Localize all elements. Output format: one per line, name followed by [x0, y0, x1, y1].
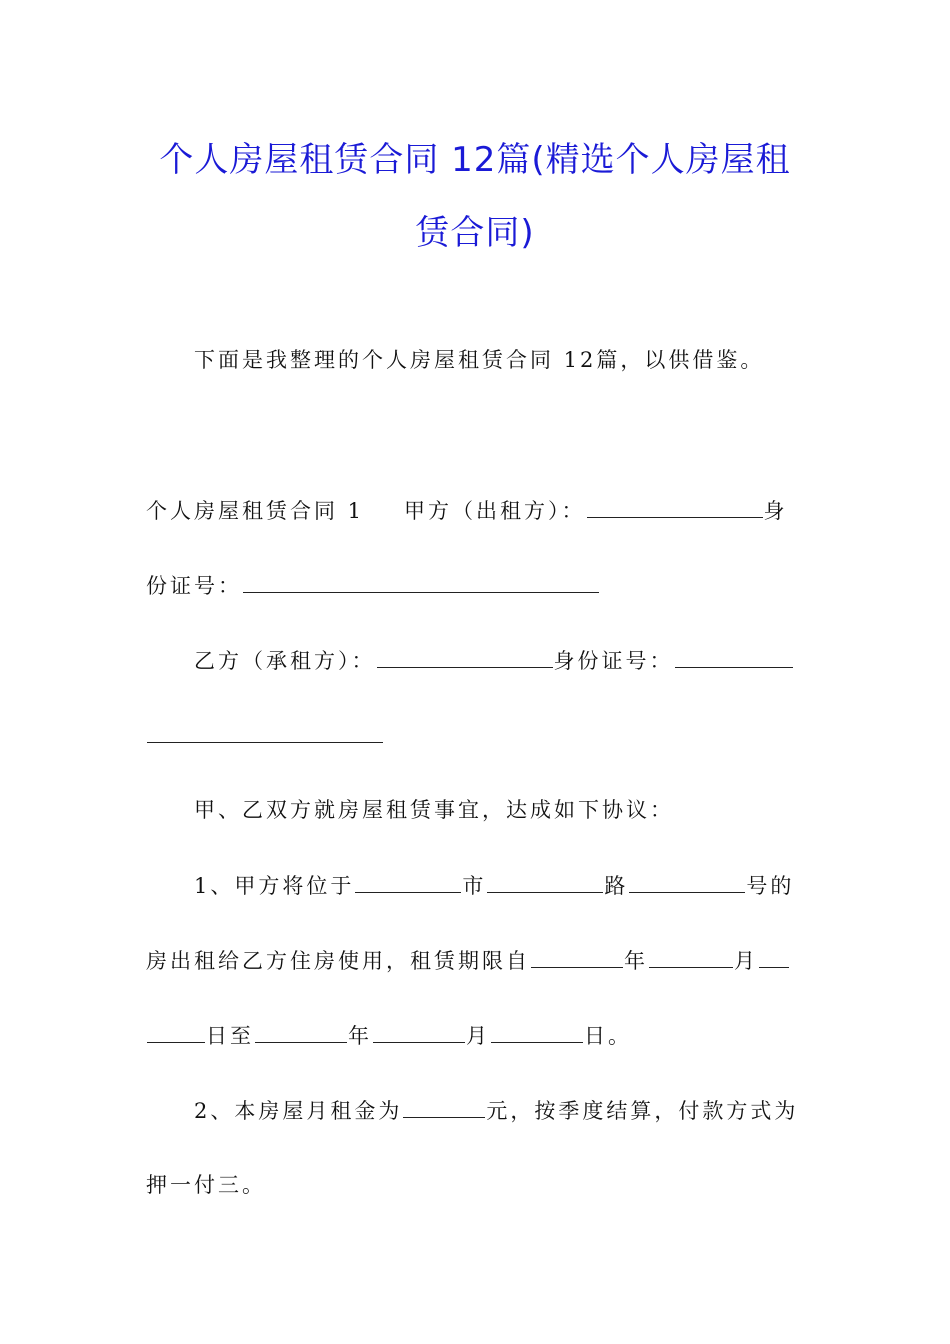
- day-to-label: 日至: [206, 1024, 254, 1048]
- end-year-blank: [255, 1020, 347, 1043]
- end-day-blank: [491, 1020, 583, 1043]
- number-label: 号的: [746, 874, 795, 898]
- party-a-id-blank: [243, 570, 599, 593]
- document-title-line-2: 赁合同): [415, 213, 535, 253]
- start-year-blank: [531, 945, 623, 968]
- party-b-line: [194, 645, 794, 676]
- clause-1-line-2: [146, 945, 790, 976]
- road-label: 路: [604, 874, 629, 898]
- city-blank: [355, 870, 461, 893]
- end-month-label: 月: [466, 1024, 490, 1048]
- end-month-blank: [373, 1020, 465, 1043]
- month-label: 月: [734, 949, 758, 973]
- end-year-label: 年: [348, 1024, 372, 1048]
- contract-heading-line: [146, 495, 788, 526]
- clause-2-payment: 元，按季度结算，付款方式为: [486, 1099, 799, 1123]
- start-day-blank-continued: [147, 1020, 205, 1043]
- clause-1-line-1: [194, 870, 794, 901]
- agreement-paragraph: 甲、乙双方就房屋租赁事宜，达成如下协议：: [194, 798, 674, 822]
- clause-1-lease-term: 房出租给乙方住房使用，租赁期限自: [146, 949, 530, 973]
- start-day-blank: [759, 945, 789, 968]
- rent-amount-blank: [403, 1095, 485, 1118]
- year-label: 年: [624, 949, 648, 973]
- party-a-label: 甲方（出租方）：: [404, 499, 586, 523]
- start-month-blank: [649, 945, 733, 968]
- party-b-id-blank-continued: [147, 720, 383, 743]
- road-blank: [487, 870, 603, 893]
- party-b-label: 乙方（承租方）：: [194, 649, 376, 673]
- contract-heading: 个人房屋租赁合同 1: [146, 499, 365, 523]
- id-label-part-1: 身: [763, 499, 788, 523]
- party-b-id-continuation: [146, 720, 384, 751]
- party-b-name-blank: [377, 645, 553, 668]
- clause-2-line-2: 押一付三。: [146, 1173, 266, 1197]
- clause-2-prefix: 2、本房屋月租金为: [194, 1099, 403, 1123]
- party-a-name-blank: [587, 495, 763, 518]
- party-a-id-line: [146, 570, 600, 601]
- document-title-line-1: 个人房屋租赁合同 12篇(精选个人房屋租: [159, 140, 791, 180]
- party-b-id-label: 身份证号：: [553, 649, 674, 673]
- clause-1-prefix: 1、甲方将位于: [194, 874, 355, 898]
- intro-paragraph: 下面是我整理的个人房屋租赁合同 12篇，以供借鉴。: [194, 348, 765, 372]
- id-label-part-2: 份证号：: [146, 574, 242, 598]
- city-label: 市: [462, 874, 487, 898]
- party-b-id-blank: [675, 645, 793, 668]
- number-blank: [629, 870, 745, 893]
- end-day-label: 日。: [584, 1024, 632, 1048]
- clause-2-line-1: [194, 1095, 798, 1126]
- clause-1-line-3: [146, 1020, 632, 1051]
